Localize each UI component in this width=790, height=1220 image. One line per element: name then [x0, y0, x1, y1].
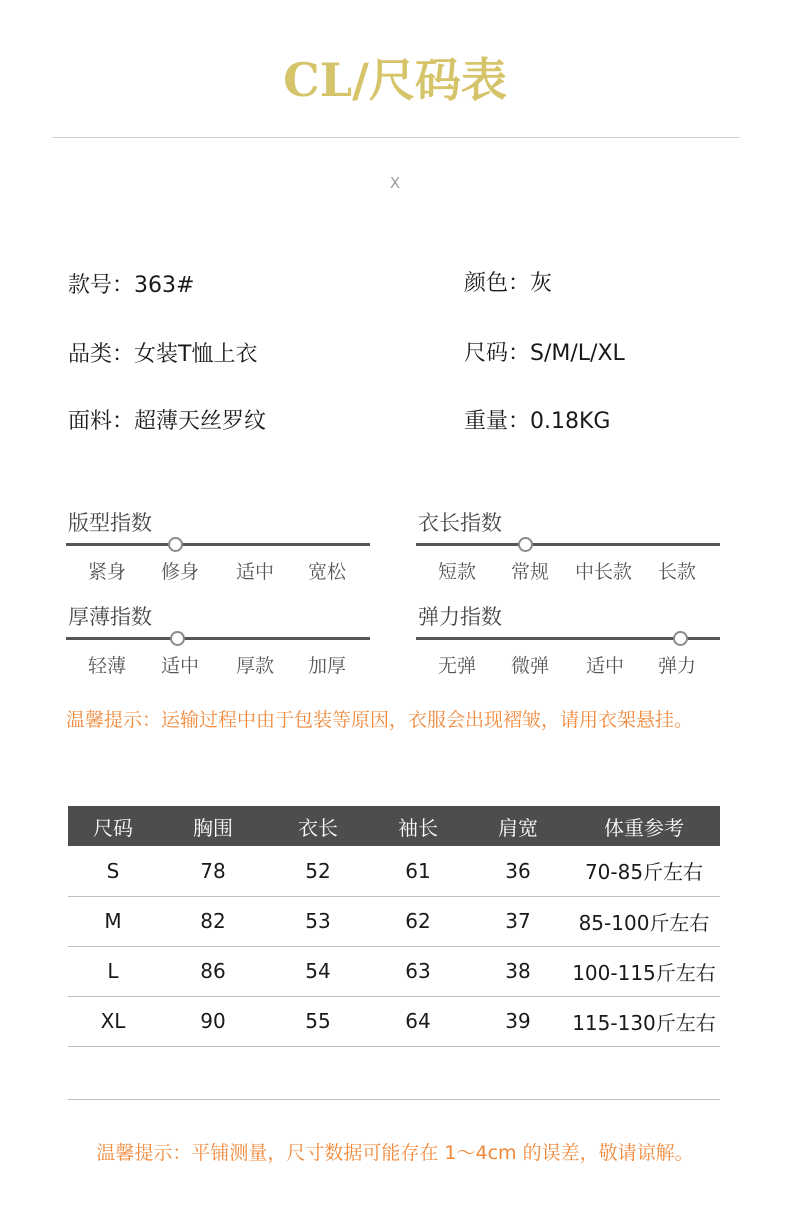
header-length: 衣长 — [268, 806, 368, 846]
length-index-knob — [518, 537, 533, 552]
table-cell: XL — [68, 996, 158, 1046]
elasticity-index-scale — [418, 601, 722, 679]
table-cell: 54 — [268, 946, 368, 996]
header-bust: 胸围 — [158, 806, 268, 846]
size-info: 尺码：S/M/L/XL — [464, 341, 625, 366]
color-info: 颜色：灰 — [464, 271, 553, 296]
scale-option: 厚款 — [236, 655, 275, 677]
title-divider — [52, 137, 740, 138]
scale-option: 轻薄 — [88, 655, 127, 677]
measurement-tip: 温馨提示：平铺测量，尺寸数据可能存在 1～4cm 的误差，敬请谅解。 — [96, 1142, 694, 1164]
scale-option: 无弹 — [438, 655, 477, 677]
table-cell: 39 — [468, 996, 568, 1046]
table-cell: 85-100斤左右 — [568, 896, 720, 946]
scale-option: 中长款 — [575, 561, 633, 583]
table-cell: 64 — [368, 996, 468, 1046]
page-title: CL/尺码表 — [283, 53, 507, 107]
fit-index-label: 版型指数 — [68, 511, 152, 535]
category-info: 品类：女装T恤上衣 — [68, 342, 258, 367]
elasticity-index-track — [416, 631, 722, 645]
table-row — [68, 896, 720, 946]
scale-option: 弹力 — [658, 655, 697, 677]
table-cell: 115-130斤左右 — [568, 996, 720, 1046]
table-cell: 78 — [158, 846, 268, 896]
table-row — [68, 846, 720, 896]
close-icon[interactable]: X — [389, 174, 401, 192]
scale-option: 适中 — [161, 655, 200, 677]
length-index-label: 衣长指数 — [418, 511, 502, 535]
table-row — [68, 996, 720, 1046]
table-cell: 100-115斤左右 — [568, 946, 720, 996]
table-cell: 61 — [368, 846, 468, 896]
scale-option: 修身 — [161, 561, 200, 583]
table-header-row — [68, 806, 720, 846]
shipping-tip: 温馨提示：运输过程中由于包装等原因，衣服会出现褶皱，请用衣架悬挂。 — [66, 709, 694, 731]
table-cell: 86 — [158, 946, 268, 996]
header-shoulder: 肩宽 — [468, 806, 568, 846]
header-sleeve: 袖长 — [368, 806, 468, 846]
thickness-index-track — [66, 631, 372, 645]
table-cell: M — [68, 896, 158, 946]
table-row — [68, 946, 720, 996]
thickness-index-scale — [68, 601, 372, 679]
fit-index-track — [66, 537, 372, 551]
table-cell: 90 — [158, 996, 268, 1046]
length-index-scale — [418, 507, 722, 585]
scale-option: 适中 — [236, 561, 275, 583]
table-cell: 63 — [368, 946, 468, 996]
table-cell: 38 — [468, 946, 568, 996]
table-cell: 55 — [268, 996, 368, 1046]
bottom-divider — [68, 1099, 720, 1100]
thickness-index-label: 厚薄指数 — [68, 605, 152, 629]
header-weight: 体重参考 — [568, 806, 720, 846]
scale-option: 微弹 — [511, 655, 550, 677]
table-cell: 52 — [268, 846, 368, 896]
fit-index-knob — [168, 537, 183, 552]
fabric-info: 面料：超薄天丝罗纹 — [68, 409, 267, 434]
fit-index-scale — [68, 507, 372, 585]
table-cell: S — [68, 846, 158, 896]
scale-option: 长款 — [658, 561, 697, 583]
table-cell: 37 — [468, 896, 568, 946]
table-cell: 36 — [468, 846, 568, 896]
scale-option: 宽松 — [308, 561, 347, 583]
table-cell: L — [68, 946, 158, 996]
table-cell: 53 — [268, 896, 368, 946]
thickness-index-knob — [170, 631, 185, 646]
scale-option: 加厚 — [308, 655, 347, 677]
size-table — [68, 806, 720, 1047]
scale-option: 适中 — [586, 655, 625, 677]
header-size: 尺码 — [68, 806, 158, 846]
elasticity-index-knob — [673, 631, 688, 646]
table-cell: 82 — [158, 896, 268, 946]
scale-option: 紧身 — [88, 561, 127, 583]
elasticity-index-label: 弹力指数 — [418, 605, 502, 629]
scale-option: 常规 — [511, 561, 550, 583]
table-cell: 62 — [368, 896, 468, 946]
length-index-track — [416, 537, 722, 551]
style-number: 款号：363# — [68, 273, 195, 298]
weight-info: 重量：0.18KG — [464, 409, 611, 434]
scale-option: 短款 — [438, 561, 477, 583]
table-cell: 70-85斤左右 — [568, 846, 720, 896]
